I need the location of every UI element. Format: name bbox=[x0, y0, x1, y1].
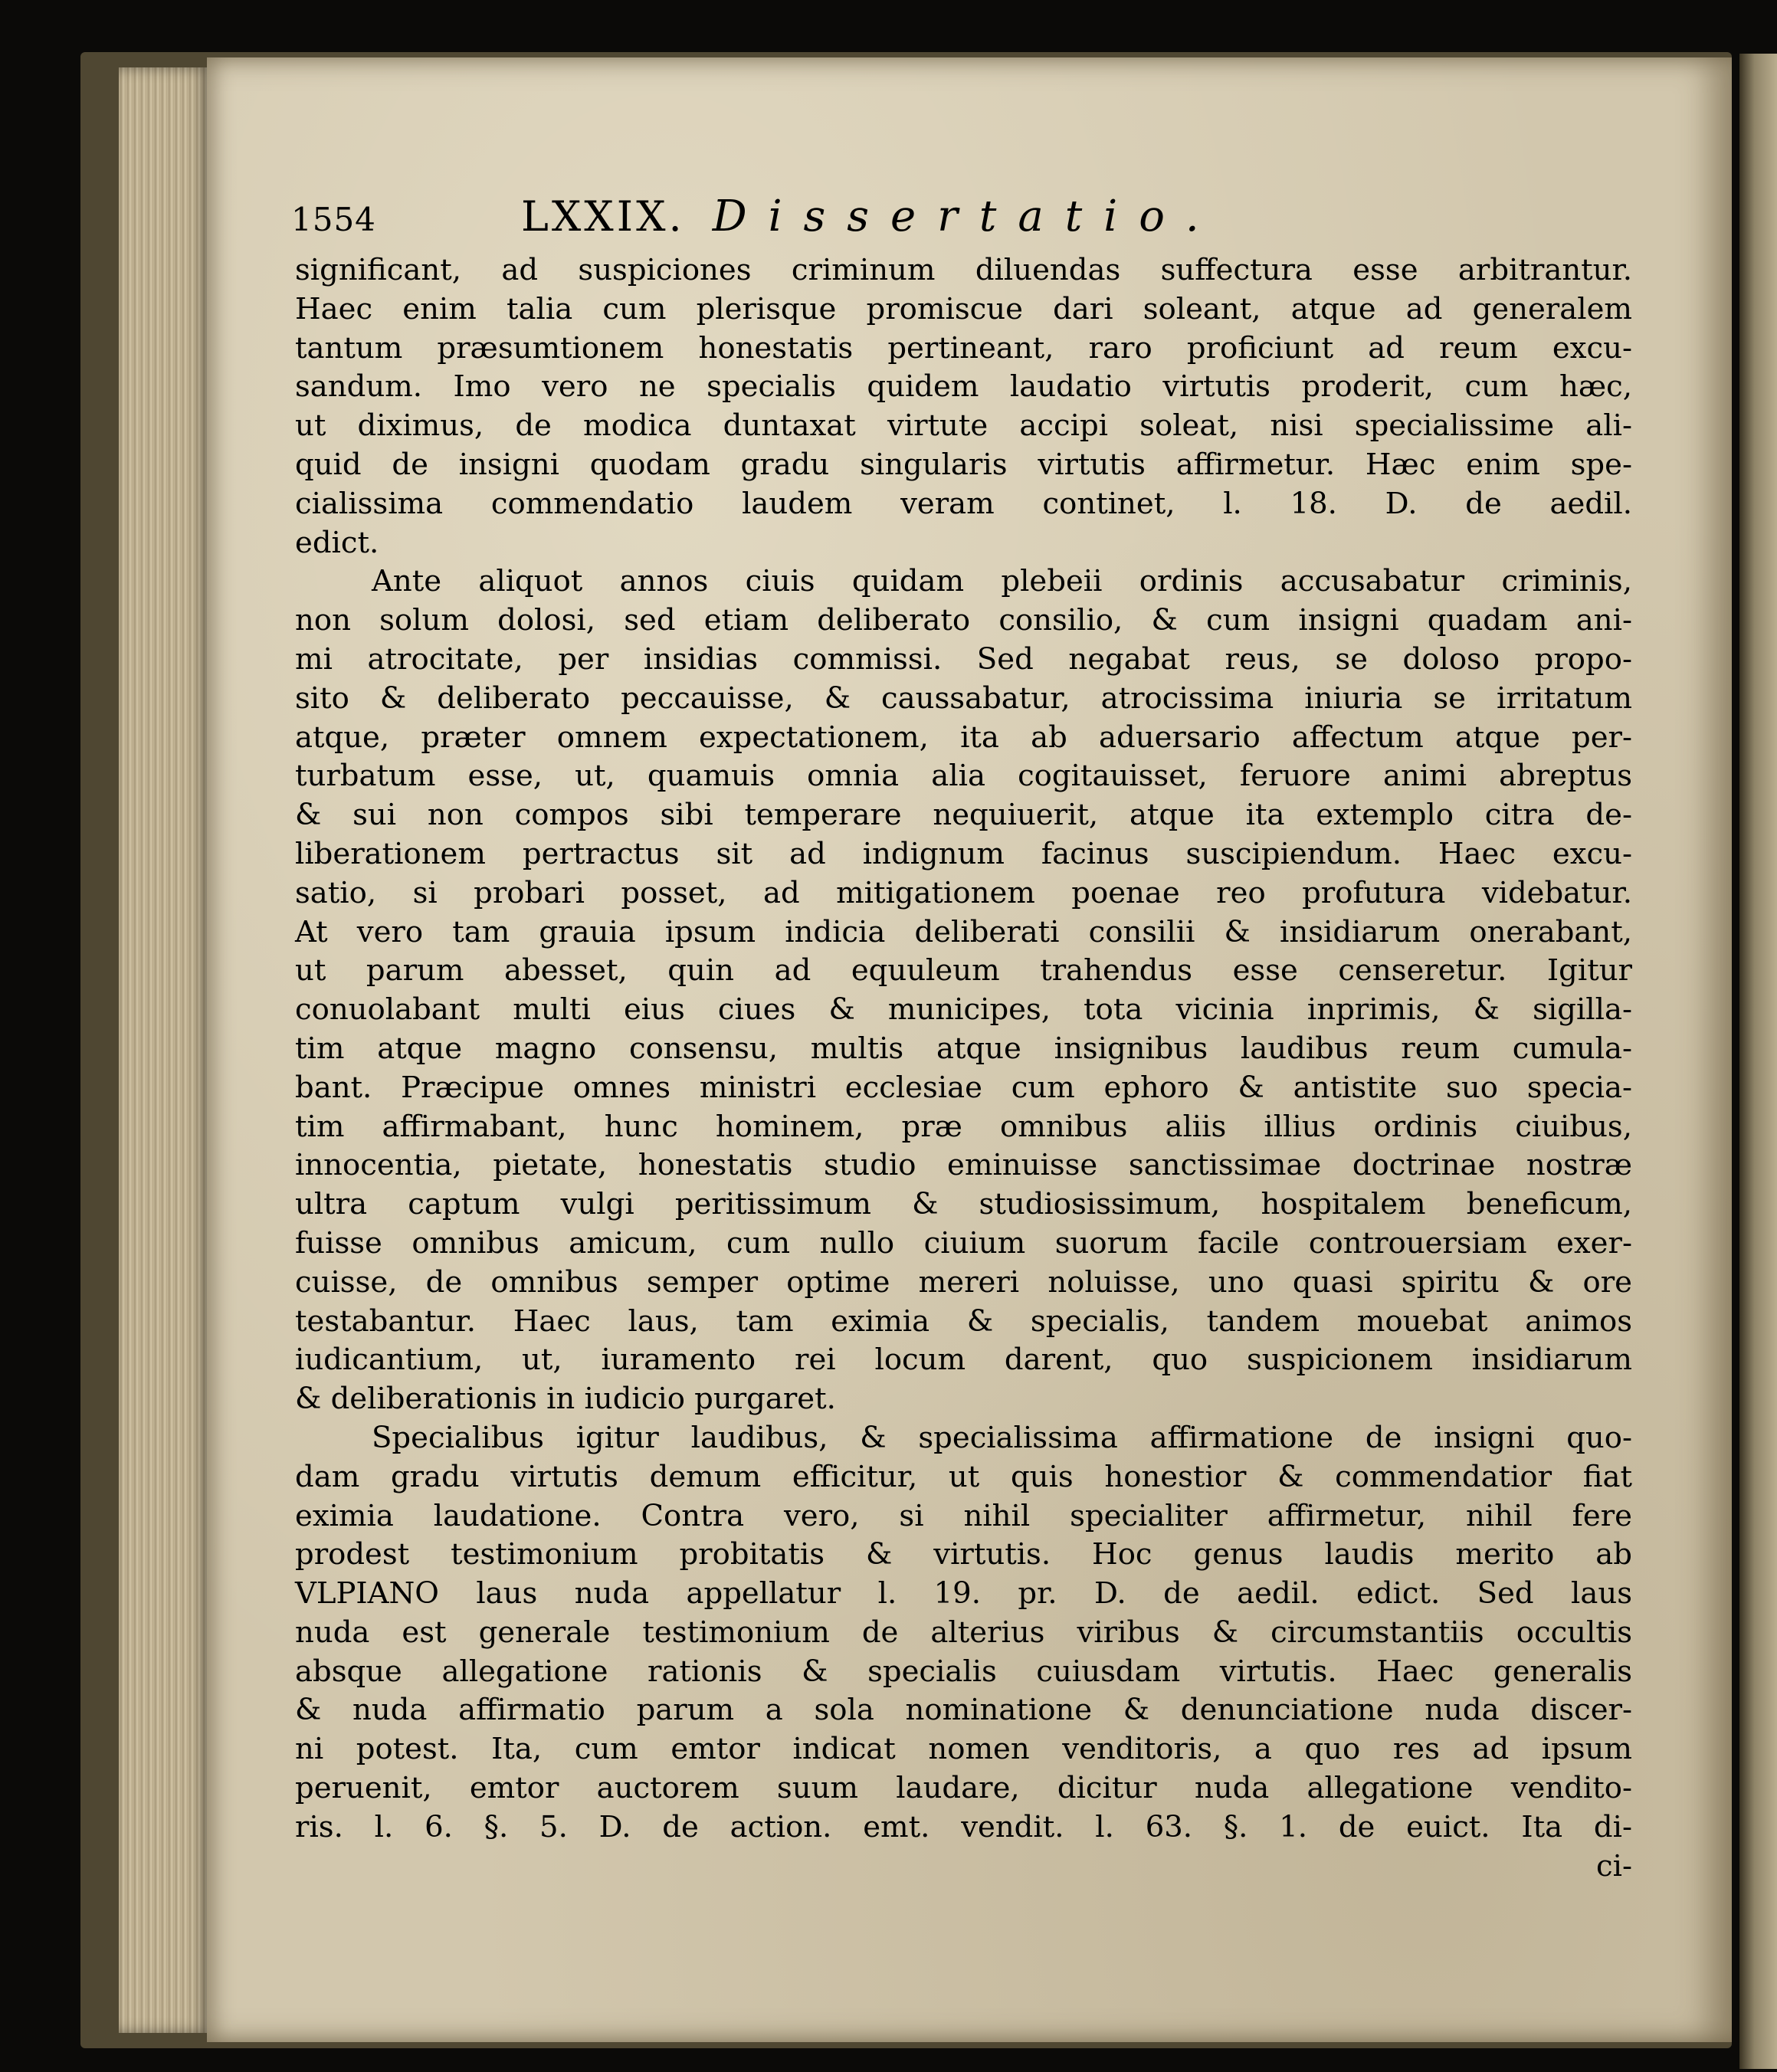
text-line: testabantur. Haec laus, tam eximia & specialis, tandem mouebat animos bbox=[295, 1303, 1632, 1339]
text-line: ut parum abesset, quin ad equuleum trahendus esse censeretur. Igitur bbox=[295, 953, 1632, 988]
text-line: innocentia, pietate, honestatis studio eminuisse sanctissimae doctrinae nostræ bbox=[295, 1148, 1632, 1183]
text-line: edict. bbox=[295, 525, 379, 560]
text-line: fuisse omnibus amicum, cum nullo ciuium suorum facile controuersiam exer- bbox=[295, 1225, 1632, 1261]
text-line: & sui non compos sibi temperare nequiuerit, atque ita extemplo citra de- bbox=[295, 798, 1632, 833]
text-line: ni potest. Ita, cum emtor indicat nomen venditoris, a quo res ad ipsum bbox=[295, 1732, 1632, 1767]
text-line: sito & deliberato peccauisse, & caussabatur, atrocissima iniuria se irritatum bbox=[295, 680, 1632, 716]
text-line: satio, si probari posset, ad mitigationem poenae reo profutura videbatur. bbox=[295, 875, 1632, 910]
text-line: atque, præter omnem expectationem, ita ab aduersario affectum atque per- bbox=[295, 720, 1632, 755]
text-line: bant. Præcipue omnes ministri ecclesiae cum ephoro & antistite suo specia- bbox=[295, 1070, 1632, 1105]
text-line: non solum dolosi, sed etiam deliberato consilio, & cum insigni quadam ani- bbox=[295, 603, 1632, 638]
text-line: nuda est generale testimonium de alterius viribus & circumstantiis occultis bbox=[295, 1615, 1632, 1650]
text-line: Ante aliquot annos ciuis quidam plebeii ordinis accusabatur criminis, bbox=[372, 564, 1632, 599]
text-line: ris. l. 6. §. 5. D. de action. emt. vendit. l. 63. §. 1. de euict. Ita di- bbox=[295, 1809, 1632, 1844]
text-body bbox=[295, 251, 1632, 1886]
text-line: turbatum esse, ut, quamuis omnia alia cogitauisset, feruore animi abreptus bbox=[295, 759, 1632, 794]
text-line: dam gradu virtutis demum efficitur, ut quis honestior & commendatior fiat bbox=[295, 1459, 1632, 1494]
text-line: quid de insigni quodam gradu singularis virtutis affirmetur. Hæc enim spe- bbox=[295, 447, 1632, 482]
page-stack-edge bbox=[119, 67, 211, 2033]
text-line: cuisse, de omnibus semper optime mereri noluisse, uno quasi spiritu & ore bbox=[295, 1264, 1632, 1300]
text-line: tim affirmabant, hunc hominem, præ omnibus aliis illius ordinis ciuibus, bbox=[295, 1109, 1632, 1144]
page-number: 1554 bbox=[291, 201, 376, 238]
text-line: mi atrocitate, per insidias commissi. Sed negabat reus, se doloso propo- bbox=[295, 641, 1632, 677]
text-line: tim atque magno consensu, multis atque insignibus laudibus reum cumula- bbox=[295, 1031, 1632, 1066]
running-head bbox=[291, 192, 1594, 253]
text-line: significant, ad suspiciones criminum diluendas suffectura esse arbitrantur. bbox=[295, 253, 1632, 287]
text-line: ut diximus, de modica duntaxat virtute accipi soleat, nisi specialissime ali- bbox=[295, 408, 1632, 444]
text-line: peruenit, emtor auctorem suum laudare, dicitur nuda allegatione vendito- bbox=[295, 1771, 1632, 1806]
text-line: sandum. Imo vero ne specialis quidem laudatio virtutis proderit, cum hæc, bbox=[295, 369, 1632, 405]
text-line: prodest testimonium probitatis & virtutis. Hoc genus laudis merito ab bbox=[295, 1537, 1632, 1572]
text-line: tantum præsumtionem honestatis pertineant, raro proficiunt ad reum excu- bbox=[295, 330, 1632, 366]
text-line: Specialibus igitur laudibus, & specialissima affirmatione de insigni quo- bbox=[372, 1420, 1632, 1455]
text-line: VLPIANO laus nuda appellatur l. 19. pr. D. de aedil. edict. Sed laus bbox=[295, 1576, 1632, 1611]
text-line: eximia laudatione. Contra vero, si nihil specialiter affirmetur, nihil fere bbox=[295, 1498, 1632, 1533]
text-line: Haec enim talia cum plerisque promiscue dari soleant, atque ad generalem bbox=[295, 291, 1632, 326]
running-title: Dissertatio. bbox=[712, 192, 1221, 241]
text-line: absque allegatione rationis & specialis cuiusdam virtutis. Haec generalis bbox=[295, 1654, 1632, 1689]
text-line: ultra captum vulgi peritissimum & studiosissimum, hospitalem beneficum, bbox=[295, 1187, 1632, 1222]
catchword: ci- bbox=[1596, 1848, 1632, 1883]
dissertation-numeral: LXXIX. bbox=[521, 192, 685, 241]
text-line: iudicantium, ut, iuramento rei locum darent, quo suspicionem insidiarum bbox=[295, 1343, 1632, 1378]
text-line: At vero tam grauia ipsum indicia deliberati consilii & insidiarum onerabant, bbox=[295, 914, 1632, 949]
text-line: liberationem pertractus sit ad indignum facinus suscipiendum. Haec excu- bbox=[295, 836, 1632, 871]
text-line: cialissima commendatio laudem veram continet, l. 18. D. de aedil. bbox=[295, 486, 1632, 521]
text-line: & deliberationis in iudicio purgaret. bbox=[295, 1382, 836, 1417]
text-line: conuolabant multi eius ciues & municipes, tota vicinia inprimis, & sigilla- bbox=[295, 992, 1632, 1028]
facing-page-edge bbox=[1739, 54, 1777, 2069]
text-line: & nuda affirmatio parum a sola nominatione & denunciatione nuda discer- bbox=[295, 1693, 1632, 1728]
